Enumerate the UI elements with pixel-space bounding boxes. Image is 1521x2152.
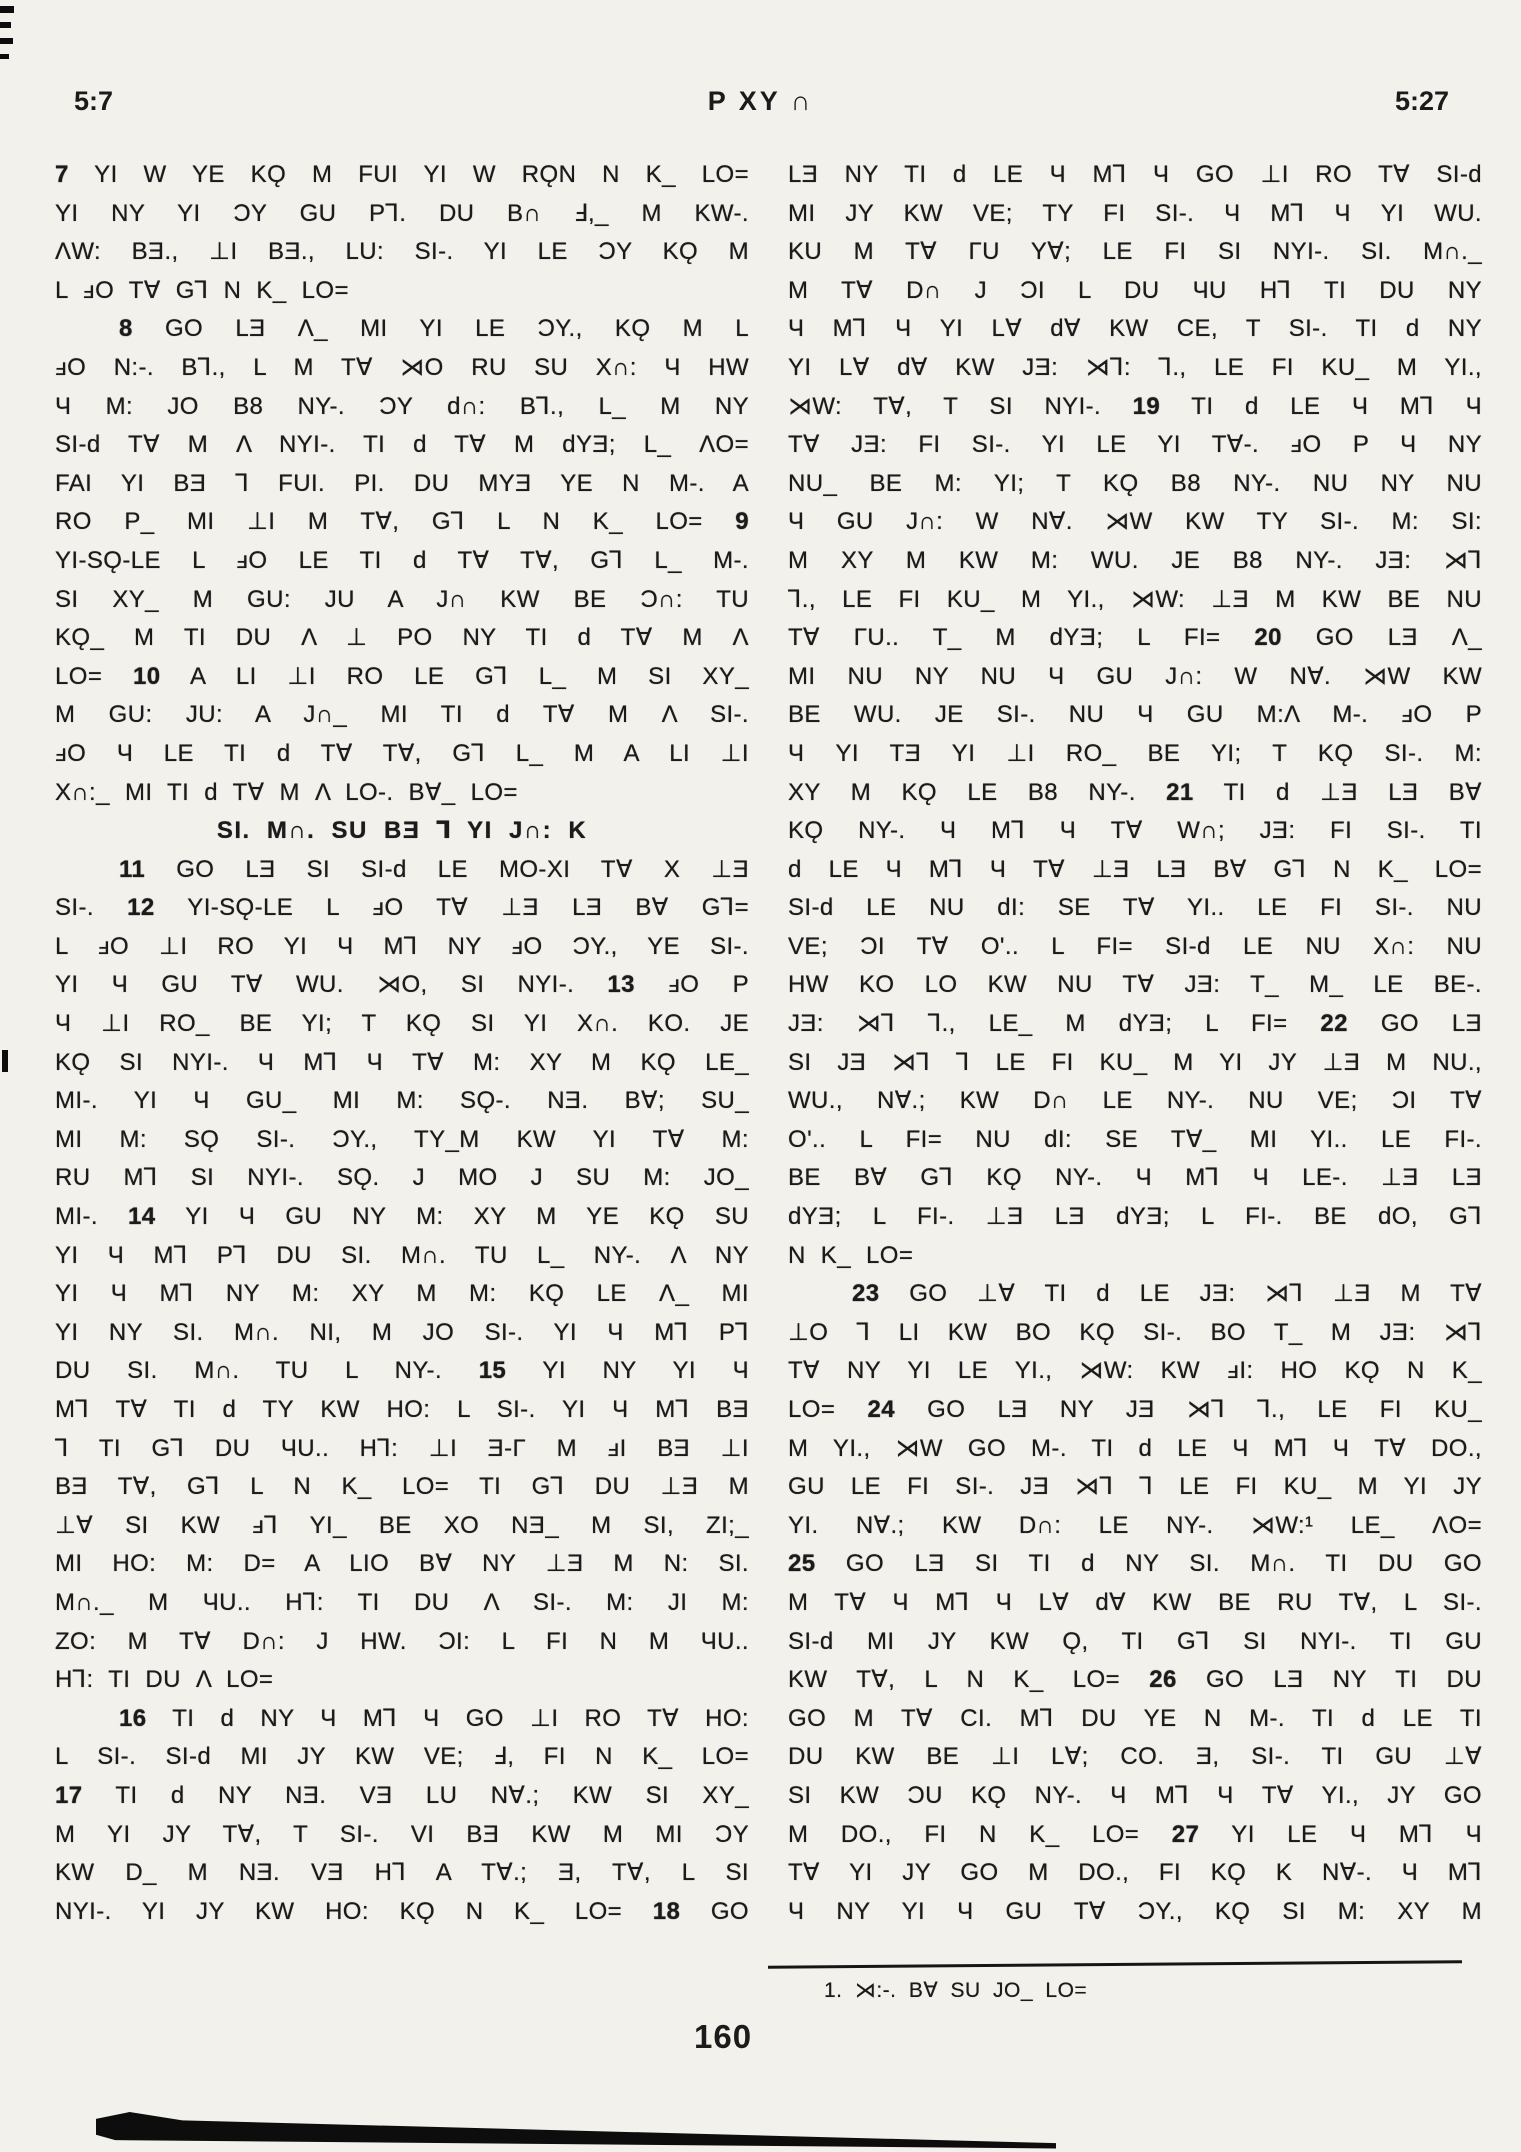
text-line: BE WU. JE SI-. NU Ч GU M:Λ M-. ⅎO P: [788, 701, 1482, 729]
text-line: L SI-. SI-d MI JY KW VE; Ⅎ, FI N K_ LO=: [55, 1743, 749, 1771]
text-line: GO M T∀ CI. M⅂ DU YE N M-. TI d LE TI: [788, 1704, 1482, 1732]
text-column-right: [788, 156, 1482, 1931]
text-line: d LE Ч M⅂ Ч T∀ ⊥Ǝ LƎ B∀ G⅂ N K_ LO=: [788, 855, 1482, 883]
text-line: 23 GO ⊥∀ TI d LE JƎ: ⋊⅂ ⊥Ǝ M T∀: [852, 1280, 1482, 1308]
text-line: SI-d MI JY KW Ǫ, TI G⅂ SI NYI-. TI GU: [788, 1627, 1482, 1655]
text-line: 16 TI d NY Ч M⅂ Ч GO ⊥I RO T∀ HO:: [119, 1704, 749, 1732]
text-line: VE; ƆI T∀ O'.. L FI= SI-d LE NU X∩: NU: [788, 932, 1482, 960]
text-column-left: [55, 156, 749, 1931]
text-line: ⅎO Ч LE TI d T∀ T∀, G⅂ L_ M A LI ⊥I: [55, 739, 749, 767]
header-verse-range-left: 5:7: [74, 86, 114, 116]
text-line: T∀ NY YI LE YI., ⋊W: KW ⅎI: HO KǪ N K_: [788, 1357, 1482, 1385]
text-line: M⅂ T∀ TI d TY KW HO: L SI-. YI Ч M⅂ BƎ: [55, 1396, 749, 1423]
footnote-divider: [768, 1960, 1462, 1968]
text-line: 25 GO LƎ SI TI d NY SI. M∩. TI DU GO: [788, 1550, 1482, 1578]
text-line: 7 YI W YE KǪ M FUI YI W RǪN N K_ LO=: [55, 161, 749, 188]
text-line: MI NU NY NU Ч GU J∩: W N∀. ⋊W KW: [788, 662, 1482, 690]
text-line: 17 TI d NY NƎ. VƎ LU N∀.; KW SI XY_: [55, 1781, 749, 1809]
text-line: Ч GU J∩: W N∀. ⋊W KW TY SI-. M: SI:: [788, 508, 1482, 536]
text-line: Ч ⊥I RO_ BE YI; T KǪ SI YI X∩. KO. JE: [55, 1010, 749, 1038]
text-line: NU_ BE M: YI; T KǪ B8 NY-. NU NY NU: [788, 469, 1482, 497]
text-line: M∩._ M ЧU.. H⅂: TI DU Λ SI-. M: JI M:: [55, 1588, 749, 1616]
text-line: M DO., FI N K_ LO= 27 YI LE Ч M⅂ Ч: [788, 1820, 1482, 1848]
text-line: NYI-. YI JY KW HO: KǪ N K_ LO= 18 GO: [55, 1897, 749, 1925]
text-line: T∀ YI JY GO M DO., FI KǪ K N∀-. Ч M⅂: [788, 1859, 1482, 1887]
text-line: 11 GO LƎ SI SI-d LE MO-XI T∀ X ⊥Ǝ: [119, 855, 749, 883]
text-line: SI-. 12 YI-SǪ-LE L ⅎO T∀ ⊥Ǝ LƎ B∀ G⅂=: [55, 894, 749, 922]
text-line: YI Ч M⅂ NY M: XY M M: KǪ LE Λ_ MI: [55, 1280, 749, 1308]
text-line: SI-d LE NU dI: SE T∀ YI.. LE FI SI-. NU: [788, 894, 1482, 922]
text-line: KW D_ M NƎ. VƎ H⅂ A T∀.; Ǝ, T∀, L SI: [55, 1859, 749, 1887]
text-line: RU M⅂ SI NYI-. SǪ. J MO J SU M: JO_: [55, 1164, 749, 1192]
text-line: KU M T∀ ΓU Y∀; LE FI SI NYI-. SI. M∩._: [788, 238, 1482, 266]
text-line: BE B∀ G⅂ KǪ NY-. Ч M⅂ Ч LE-. ⊥Ǝ LƎ: [788, 1164, 1482, 1192]
scan-artifact-edge: [0, 6, 14, 13]
text-line: YI-SǪ-LE L ⅎO LE TI d T∀ T∀, G⅂ L_ M-.: [55, 546, 749, 574]
text-line: DU SI. M∩. TU L NY-. 15 YI NY YI Ч: [55, 1357, 750, 1385]
text-line: MI-. 14 YI Ч GU NY M: XY M YE KǪ SU: [55, 1203, 749, 1231]
text-line: M T∀ Ч M⅂ Ч L∀ d∀ KW BE RU T∀, L SI-.: [788, 1588, 1482, 1616]
text-line: ⋊W: T∀, T SI NYI-. 19 TI d LE Ч M⅂ Ч: [788, 392, 1482, 420]
text-line: ZO: M T∀ D∩: J HW. ƆI: L FI N M ЧU..: [55, 1627, 749, 1655]
text-line: YI NY SI. M∩. NI, M JO SI-. YI Ч M⅂ P⅂: [55, 1318, 749, 1346]
text-line: 8 GO LƎ Λ_ MI YI LE ƆY., KǪ M L: [119, 315, 749, 343]
text-line: ⅂ TI G⅂ DU ЧU.. H⅂: ⊥I Ǝ-Γ M ⅎI BƎ ⊥I: [55, 1434, 749, 1462]
text-line: YI L∀ d∀ KW JƎ: ⋊⅂: ⅂., LE FI KU_ M YI.,: [788, 353, 1482, 381]
text-line: JƎ: ⋊⅂ ⅂., LE_ M dYƎ; L FI= 22 GO LƎ: [788, 1010, 1482, 1038]
text-line: MI HO: M: D= A LIO B∀ NY ⊥Ǝ M N: SI.: [55, 1550, 749, 1578]
text-line: SI KW ƆU KǪ NY-. Ч M⅂ Ч T∀ YI., JY GO: [788, 1781, 1482, 1809]
text-line: FAI YI BƎ ⅂ FUI. PI. DU MYƎ YE N M-. A: [55, 469, 749, 497]
text-line: Ч M⅂ Ч YI L∀ d∀ KW CE, T SI-. TI d NY: [788, 315, 1482, 343]
text-line: M GU: JU: A J∩_ MI TI d T∀ M Λ SI-.: [55, 701, 749, 729]
scan-artifact-edge: [2, 1050, 8, 1072]
text-line: YI NY YI ƆY GU P⅂. DU B∩ Ⅎ,_ M KW-.: [55, 199, 749, 227]
scan-artifact-edge: [0, 54, 9, 59]
text-line: BƎ T∀, G⅂ L N K_ LO= TI G⅂ DU ⊥Ǝ M: [55, 1473, 749, 1501]
text-line: M YI., ⋊W GO M-. TI d LE Ч M⅂ Ч T∀ DO.,: [788, 1434, 1482, 1462]
text-line: YI Ч M⅂ P⅂ DU SI. M∩. TU L_ NY-. Λ NY: [55, 1241, 749, 1269]
text-line: XY M KǪ LE B8 NY-. 21 TI d ⊥Ǝ LƎ B∀: [788, 778, 1482, 806]
text-line: LƎ NY TI d LE Ч M⅂ Ч GO ⊥I RO T∀ SI-d: [788, 161, 1482, 188]
text-line: YI Ч GU T∀ WU. ⋊O, SI NYI-. 13 ⅎO P: [55, 971, 749, 999]
text-line: GU LE FI SI-. JƎ ⋊⅂ ⅂ LE FI KU_ M YI JY: [788, 1473, 1482, 1501]
text-line: X∩:_ MI TI d T∀ M Λ LO-. B∀_ LO=: [55, 778, 518, 806]
text-line: HW KO LO KW NU T∀ JƎ: T_ M_ LE BE-.: [788, 971, 1482, 999]
text-line: Ч M: JO B8 NY-. ƆY d∩: B⅂., L_ M NY: [55, 392, 749, 420]
text-line: ⅂., LE FI KU_ M YI., ⋊W: ⊥Ǝ M KW BE NU: [788, 585, 1482, 613]
section-heading: SI. M∩. SU BƎ ⅂ YI J∩: K: [216, 817, 588, 845]
text-line: T∀ ΓU.. T_ M dYƎ; L FI= 20 GO LƎ Λ_: [788, 624, 1482, 652]
text-line: LO= 10 A LI ⊥I RO LE G⅂ L_ M SI XY_: [55, 662, 749, 690]
text-line: YI. N∀.; KW D∩: LE NY-. ⋊W:¹ LE_ ΛO=: [788, 1511, 1482, 1539]
text-line: RO P_ MI ⊥I M T∀, G⅂ L N K_ LO= 9: [55, 508, 749, 536]
text-line: N K_ LO=: [788, 1241, 914, 1269]
text-line: LO= 24 GO LƎ NY JƎ ⋊⅂ ⅂., LE FI KU_: [788, 1396, 1482, 1423]
text-line: L ⅎO ⊥I RO YI Ч M⅂ NY ⅎO ƆY., YE SI-.: [55, 932, 749, 960]
text-line: SI XY_ M GU: JU A J∩ KW BE Ɔ∩: TU: [55, 585, 749, 613]
text-line: MI M: SǪ SI-. ƆY., TY_M KW YI T∀ M:: [55, 1125, 749, 1153]
text-line: MI JY KW VE; TY FI SI-. Ч M⅂ Ч YI WU.: [788, 199, 1482, 227]
text-line: ΛW: BƎ., ⊥I BƎ., LU: SI-. YI LE ƆY KǪ M: [55, 238, 749, 266]
text-line: DU KW BE ⊥I L∀; CO. Ǝ, SI-. TI GU ⊥∀: [788, 1743, 1482, 1771]
text-line: SI-d T∀ M Λ NYI-. TI d T∀ M dYƎ; L_ ΛO=: [55, 431, 749, 459]
text-line: O'.. L FI= NU dI: SE T∀_ MI YI.. LE FI-.: [788, 1125, 1482, 1153]
page-header: [0, 86, 1521, 126]
text-line: T∀ JƎ: FI SI-. YI LE YI T∀-. ⅎO P Ч NY: [788, 431, 1482, 459]
text-line: ⊥O ⅂ LI KW BO KǪ SI-. BO T_ M JƎ: ⋊⅂: [788, 1318, 1482, 1346]
text-line: SI JƎ ⋊⅂ ⅂ LE FI KU_ M YI JY ⊥Ǝ M NU.,: [788, 1048, 1482, 1076]
scan-artifact-edge: [0, 22, 11, 28]
text-line: ⅎO N:-. B⅂., L M T∀ ⋊O RU SU X∩: Ч HW: [55, 353, 749, 381]
text-line: Ч NY YI Ч GU T∀ ƆY., KǪ SI M: XY M: [788, 1897, 1482, 1925]
scan-artifact-bottom: [96, 2112, 1056, 2150]
text-line: KǪ NY-. Ч M⅂ Ч T∀ W∩; JƎ: FI SI-. TI: [788, 817, 1482, 845]
text-line: WU., N∀.; KW D∩ LE NY-. NU VE; ƆI T∀: [788, 1087, 1482, 1115]
page-number: 160: [694, 2018, 753, 2055]
text-line: MI-. YI Ч GU_ MI M: SǪ-. NƎ. B∀; SU_: [55, 1087, 749, 1115]
text-line: KǪ_ M TI DU Λ ⊥ PO NY TI d T∀ M Λ: [55, 624, 749, 652]
text-line: M XY M KW M: WU. JE B8 NY-. JƎ: ⋊⅂: [788, 546, 1482, 574]
text-line: M YI JY T∀, T SI-. VI BƎ KW M MI ƆY: [55, 1820, 749, 1848]
text-line: L ⅎO T∀ G⅂ N K_ LO=: [55, 276, 349, 304]
text-line: M T∀ D∩ J ƆI L DU ЧU H⅂ TI DU NY: [788, 276, 1482, 304]
scan-artifact-edge: [0, 38, 13, 44]
text-line: Ч YI TƎ YI ⊥I RO_ BE YI; T KǪ SI-. M:: [788, 739, 1482, 767]
text-line: ⊥∀ SI KW ⅎ⅂ YI_ BE XO NƎ_ M SI, ZI;_: [55, 1511, 749, 1539]
text-line: KǪ SI NYI-. Ч M⅂ Ч T∀ M: XY M KǪ LE_: [55, 1048, 749, 1076]
text-line: H⅂: TI DU Λ LO=: [55, 1666, 274, 1694]
header-book-title: P XY ∩: [707, 86, 814, 116]
text-line: KW T∀, L N K_ LO= 26 GO LƎ NY TI DU: [788, 1666, 1483, 1694]
header-verse-range-right: 5:27: [1394, 86, 1449, 116]
footnote-text: 1. ⋊:-. B∀ SU JO_ LO=: [824, 1979, 1088, 2002]
text-line: dYƎ; L FI-. ⊥Ǝ LƎ dYƎ; L FI-. BE dO, G⅂: [788, 1203, 1482, 1231]
